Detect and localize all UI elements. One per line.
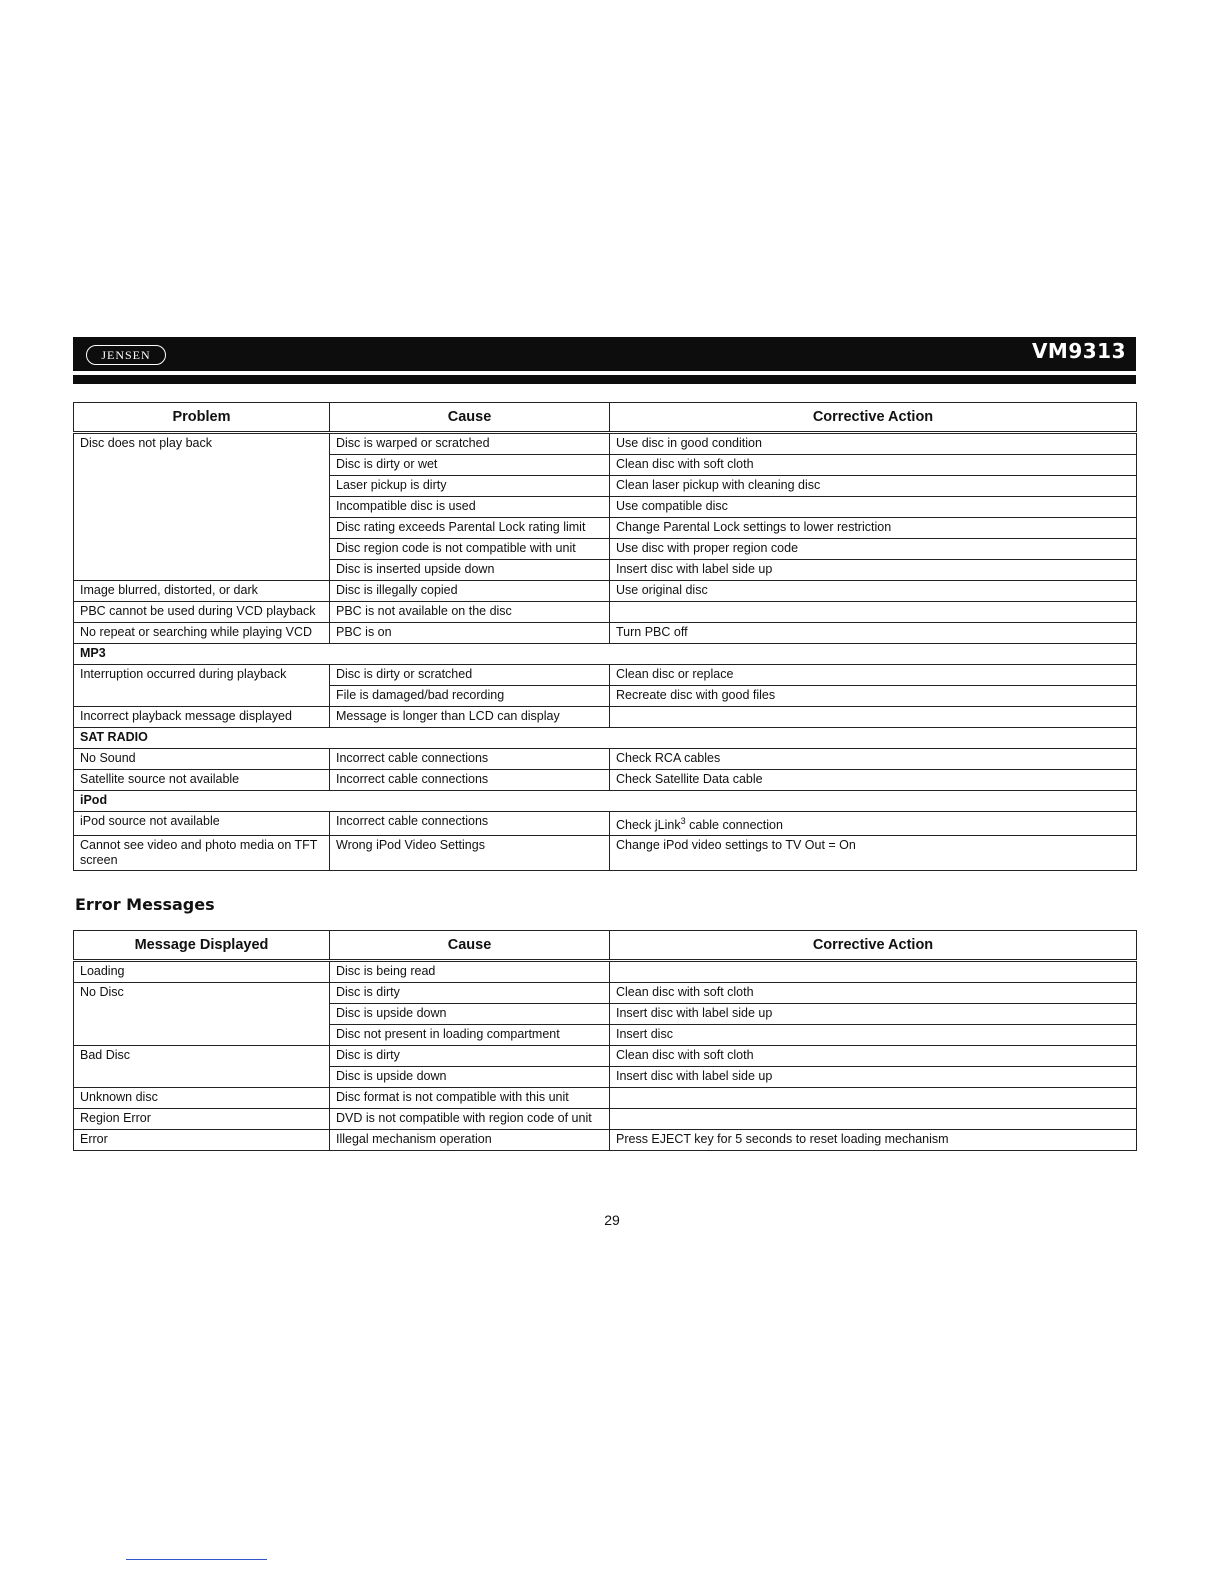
action-cell: Insert disc	[610, 1025, 1137, 1046]
cause-cell: Incorrect cable connections	[330, 812, 610, 836]
header-corrective-action: Corrective Action	[610, 931, 1137, 961]
table-row	[74, 812, 1137, 836]
message-cell: Region Error	[74, 1109, 330, 1130]
action-cell	[610, 602, 1137, 623]
action-cell: Change iPod video settings to TV Out = On	[610, 836, 1137, 871]
action-cell	[610, 812, 1137, 836]
table-row	[74, 770, 1137, 791]
page-number: 29	[604, 1212, 620, 1228]
problem-cell: PBC cannot be used during VCD playback	[74, 602, 330, 623]
problem-cell: Cannot see video and photo media on TFT screen	[74, 836, 330, 871]
table-row	[74, 623, 1137, 644]
cause-cell: Disc is dirty or scratched	[330, 665, 610, 686]
problem-cell: Satellite source not available	[74, 770, 330, 791]
problem-cell: No repeat or searching while playing VCD	[74, 623, 330, 644]
section-label: SAT RADIO	[74, 728, 1137, 749]
cause-cell: PBC is not available on the disc	[330, 602, 610, 623]
action-cell: Clean disc or replace	[610, 665, 1137, 686]
action-cell: Use compatible disc	[610, 497, 1137, 518]
action-cell: Insert disc with label side up	[610, 1004, 1137, 1025]
cause-cell: Incorrect cable connections	[330, 749, 610, 770]
action-text: Check jLink	[616, 818, 681, 833]
table-header-row	[74, 931, 1137, 961]
troubleshooting-table	[73, 402, 1137, 871]
cause-cell: Disc is upside down	[330, 1067, 610, 1088]
superscript: 3	[680, 816, 686, 826]
section-row	[74, 644, 1137, 665]
cause-cell: PBC is on	[330, 623, 610, 644]
cause-cell: Incompatible disc is used	[330, 497, 610, 518]
action-cell	[610, 961, 1137, 983]
action-cell: Turn PBC off	[610, 623, 1137, 644]
table-row	[74, 1046, 1137, 1067]
cause-cell: Message is longer than LCD can display	[330, 707, 610, 728]
cause-cell: Illegal mechanism operation	[330, 1130, 610, 1151]
action-cell: Use disc with proper region code	[610, 539, 1137, 560]
header-problem: Problem	[74, 403, 330, 433]
header-cause: Cause	[330, 403, 610, 433]
cause-cell: Disc is dirty or wet	[330, 455, 610, 476]
table-row	[74, 983, 1137, 1004]
action-cell: Clean laser pickup with cleaning disc	[610, 476, 1137, 497]
header-cause: Cause	[330, 931, 610, 961]
cause-cell: Laser pickup is dirty	[330, 476, 610, 497]
table-row	[74, 749, 1137, 770]
jensen-logo: JENSEN	[86, 345, 166, 365]
action-cell	[610, 1109, 1137, 1130]
action-cell: Clean disc with soft cloth	[610, 983, 1137, 1004]
problem-cell: Incorrect playback message displayed	[74, 707, 330, 728]
problem-cell: iPod source not available	[74, 812, 330, 836]
header-bar	[73, 337, 1136, 371]
cause-cell: File is damaged/bad recording	[330, 686, 610, 707]
problem-cell: No Sound	[74, 749, 330, 770]
table-row	[74, 1109, 1137, 1130]
message-cell: Error	[74, 1130, 330, 1151]
action-cell	[610, 1088, 1137, 1109]
footnote-rule	[126, 1559, 267, 1560]
action-cell: Recreate disc with good files	[610, 686, 1137, 707]
table-row	[74, 433, 1137, 455]
section-label: MP3	[74, 644, 1137, 665]
action-cell: Insert disc with label side up	[610, 560, 1137, 581]
table-row	[74, 961, 1137, 983]
table-row	[74, 707, 1137, 728]
action-cell: Insert disc with label side up	[610, 1067, 1137, 1088]
message-cell: Loading	[74, 961, 330, 983]
cause-cell: Disc not present in loading compartment	[330, 1025, 610, 1046]
action-cell: Check Satellite Data cable	[610, 770, 1137, 791]
cause-cell: Wrong iPod Video Settings	[330, 836, 610, 871]
cause-cell: Disc is being read	[330, 961, 610, 983]
header-rule	[73, 375, 1136, 384]
section-row	[74, 728, 1137, 749]
action-cell: Change Parental Lock settings to lower restriction	[610, 518, 1137, 539]
action-cell	[610, 707, 1137, 728]
table-row	[74, 1130, 1137, 1151]
error-messages-table	[73, 930, 1137, 1151]
problem-cell: Disc does not play back	[74, 433, 330, 581]
cause-cell: Disc is inserted upside down	[330, 560, 610, 581]
table-row	[74, 665, 1137, 686]
header-message-displayed: Message Displayed	[74, 931, 330, 961]
cause-cell: Disc format is not compatible with this unit	[330, 1088, 610, 1109]
problem-cell: Interruption occurred during playback	[74, 665, 330, 707]
message-cell: Unknown disc	[74, 1088, 330, 1109]
message-cell: No Disc	[74, 983, 330, 1046]
message-cell: Bad Disc	[74, 1046, 330, 1088]
cause-cell: Disc rating exceeds Parental Lock rating limit	[330, 518, 610, 539]
action-cell: Use disc in good condition	[610, 433, 1137, 455]
section-label: iPod	[74, 791, 1137, 812]
action-cell: Use original disc	[610, 581, 1137, 602]
action-text-tail: cable connection	[685, 818, 783, 833]
cause-cell: Incorrect cable connections	[330, 770, 610, 791]
action-cell: Clean disc with soft cloth	[610, 455, 1137, 476]
action-cell: Press EJECT key for 5 seconds to reset loading mechanism	[610, 1130, 1137, 1151]
cause-cell: Disc is illegally copied	[330, 581, 610, 602]
cause-cell: Disc is warped or scratched	[330, 433, 610, 455]
error-messages-heading: Error Messages	[75, 895, 215, 914]
cause-cell: Disc is dirty	[330, 1046, 610, 1067]
cause-cell: DVD is not compatible with region code of unit	[330, 1109, 610, 1130]
table-header-row	[74, 403, 1137, 433]
table-row	[74, 581, 1137, 602]
cause-cell: Disc is upside down	[330, 1004, 610, 1025]
cause-cell: Disc region code is not compatible with unit	[330, 539, 610, 560]
section-row	[74, 791, 1137, 812]
action-cell: Clean disc with soft cloth	[610, 1046, 1137, 1067]
cause-cell: Disc is dirty	[330, 983, 610, 1004]
table-row	[74, 836, 1137, 871]
header-corrective-action: Corrective Action	[610, 403, 1137, 433]
table-row	[74, 1088, 1137, 1109]
action-cell: Check RCA cables	[610, 749, 1137, 770]
problem-cell: Image blurred, distorted, or dark	[74, 581, 330, 602]
table-row	[74, 602, 1137, 623]
model-number: VM9313	[1031, 339, 1126, 363]
